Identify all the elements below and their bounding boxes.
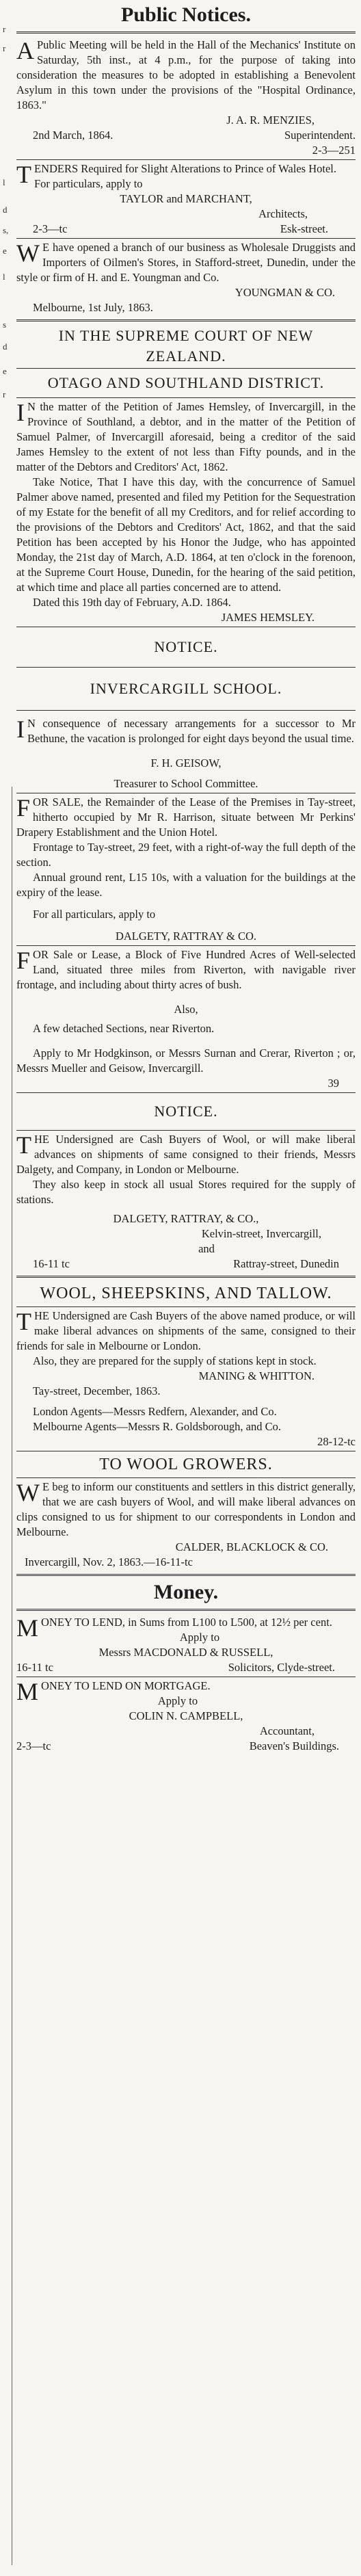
ad-money-mortgage: [16, 1679, 356, 1754]
court-title: IN THE SUPREME COURT OF NEW ZEALAND.: [58, 327, 314, 365]
agents-line: Melbourne Agents—Messrs R. Goldsborough, and Co.: [33, 1420, 281, 1433]
notice-heading: NOTICE.: [154, 1103, 218, 1120]
divider: [16, 1092, 356, 1093]
ad-text: They also keep in stock all usual Stores required for the supply of stations.: [16, 1178, 356, 1206]
ad-text: Annual ground rent, L15 10s, with a valuation for the buildings at the expiry of the lease.: [16, 871, 356, 899]
divider: [16, 1574, 356, 1576]
ad-text: Take Notice, That I have this day, with the concurrence of Samuel Palmer above named, presented and filed my Petition for the Sequestration of my Estate for the benefit of all my Creditors, and for relief according to the provisions of the Debtors and Creditors' Act, 1862, and that the said Petition has been accepted by his Honor the Judge, who has appointed Monday, the 21st day of March, A.D. 1864, at ten o'clock in the forenoon, at the Supreme Court House, Dunedin, for the hearing of the said petition, at which time and place all parties concerned are to attend.: [16, 475, 356, 594]
divider: [16, 1306, 356, 1307]
ad-land-sale: [16, 947, 356, 1091]
ad-text: Apply to Mr Hodgkinson, or Messrs Surnan and Crerar, Riverton ; or, Messrs Mueller and Geisow, Invercargill.: [16, 1047, 356, 1075]
ad-code: 2-3—tc: [33, 222, 68, 235]
ad-code: 2-3—251: [312, 144, 356, 157]
ad-text: ENDERS Required for Slight Alterations to Prince of Wales Hotel.: [34, 162, 336, 175]
notice-heading: NOTICE.: [154, 638, 218, 655]
date: Tay-street, December, 1863.: [33, 1384, 161, 1397]
ad-wool-sheepskins: [16, 1282, 356, 1449]
school-title: INVERCARGILL SCHOOL.: [90, 680, 282, 697]
divider: [16, 238, 356, 239]
divider: [16, 667, 356, 668]
wool-title: WOOL, SHEEPSKINS, AND TALLOW.: [40, 1285, 332, 1302]
ad-supreme-court: [16, 326, 356, 625]
signer: Messrs MACDONALD & RUSSELL,: [98, 1646, 273, 1659]
gutter-letter: s: [3, 319, 7, 330]
ad-text: ONEY TO LEND ON MORTGAGE.: [41, 1679, 211, 1692]
divider: [16, 159, 356, 160]
and-line: and: [198, 1242, 215, 1255]
ad-text: N the matter of the Petition of James Hemsley, of Invercargill, in the Province of Southland, a debtor, and in the matter of the Petition of Samuel Palmer, of Invercargill aforesaid, being a creditor of the said James Hemsley to the extent of not less than Fifty pounds, and in the matter of the Debtors and Creditors' Act, 1862.: [16, 400, 356, 473]
ad-text: Public Meeting will be held in the Hall of the Mechanics' Institute on Saturday, 5th inst., at 4 p.m., for the purpose of taking into consideration the measures to be adopted in establishing a Benevolent Asylum in this town under the provisions of the "Hospital Ordinance, 1863.": [16, 38, 356, 111]
signer: CALDER, BLACKLOCK & CO.: [175, 1540, 328, 1553]
apply-line: For particulars, apply to: [34, 177, 143, 190]
apply-line: Apply to: [179, 1631, 220, 1644]
ad-money-lend: [16, 1615, 356, 1675]
also-line: Also,: [174, 1003, 198, 1016]
divider: [16, 31, 356, 34]
drop-cap: I: [16, 715, 25, 743]
drop-cap: T: [16, 1308, 31, 1335]
divider: [16, 1130, 356, 1131]
ad-wool-buyers: [16, 1132, 356, 1272]
ad-text: N consequence of necessary arrangements for a successor to Mr Bethune, the vacation is prolonged for eight days beyond the usual time.: [27, 717, 356, 745]
gutter-letter: e: [3, 246, 7, 256]
gutter-letter: l: [3, 272, 5, 282]
drop-cap: M: [16, 1678, 39, 1705]
ad-code: 2-3—tc: [16, 1739, 51, 1752]
gutter-letter: s,: [3, 225, 9, 235]
ad-text: OR Sale or Lease, a Block of Five Hundred Acres of Well-selected Land, situated three miles from Riverton, with navigable river frontage, and including about thirty acres of bush.: [16, 948, 356, 991]
ad-text: Also, they are prepared for the supply of stations kept in stock.: [33, 1354, 317, 1367]
divider: [16, 1609, 356, 1611]
role: Accountant,: [259, 1724, 315, 1737]
role: Solicitors, Clyde-street.: [228, 1661, 335, 1674]
date: Melbourne, 1st July, 1863.: [33, 301, 153, 314]
agents-line: London Agents—Messrs Redfern, Alexander, and Co.: [33, 1405, 277, 1418]
district-title: OTAGO AND SOUTHLAND DISTRICT.: [47, 374, 325, 391]
ad-mechanics-meeting: [16, 38, 356, 158]
date: Invercargill, Nov. 2, 1863.—16-11-tc: [25, 1555, 193, 1568]
drop-cap: F: [16, 794, 31, 822]
ad-text: ONEY TO LEND, in Sums from L100 to L500, at 12½ per cent.: [41, 1616, 332, 1629]
gutter-letter: r: [3, 389, 6, 399]
drop-cap: T: [16, 161, 31, 188]
signer: YOUNGMAN & CO.: [235, 286, 335, 299]
ad-text: OR SALE, the Remainder of the Lease of the Premises in Tay-street, hitherto occupied by Mr R. Harrison, situate between Mr Perkins' Drapery Establishment and the Union Hotel.: [16, 796, 356, 839]
gutter-letter: r: [3, 43, 6, 53]
left-gutter: [0, 0, 14, 2576]
drop-cap: W: [16, 1479, 40, 1506]
ad-code: 16-11 tc: [16, 1661, 53, 1674]
signer: DALGETY, RATTRAY & CO.: [115, 930, 257, 943]
ad-text: E beg to inform our constituents and settlers in this district generally, that we are cash buyers of Wool, and will make liberal advances on clips consigned to us for shipment to our correspondents in London and Melbourne.: [16, 1480, 356, 1538]
ad-text: HE Undersigned are Cash Buyers of the above named produce, or will make liberal advances on shipments of the same, consigned to their friends for sale in Melbourne or London.: [16, 1309, 356, 1352]
divider: [16, 1477, 356, 1478]
address: Rattray-street, Dunedin: [233, 1257, 339, 1270]
money-header: Money.: [153, 1581, 219, 1603]
gutter-letter: r: [3, 24, 6, 34]
signer: J. A. R. MENZIES,: [226, 114, 315, 127]
ad-lease-sale: [16, 795, 356, 944]
divider: [16, 945, 356, 946]
gutter-letter: d: [3, 205, 8, 215]
role: Architects,: [258, 207, 308, 220]
growers-title: TO WOOL GROWERS.: [99, 1456, 273, 1473]
gutter-letter: l: [3, 177, 5, 187]
role: Superintendent.: [284, 129, 356, 142]
section-header: Public Notices.: [121, 3, 251, 26]
signer: F. H. GEISOW,: [150, 757, 222, 770]
ad-text: E have opened a branch of our business as Wholesale Druggists and Importers of Oilmen's Stores, in Stafford-street, Dunedin, under the style or firm of H. and E. Youngman and Co.: [16, 241, 356, 284]
drop-cap: W: [16, 239, 40, 267]
ad-code: 28-12-tc: [317, 1435, 356, 1448]
address: Beaven's Buildings.: [249, 1739, 339, 1752]
role: Treasurer to School Committee.: [113, 777, 258, 790]
ad-text: A few detached Sections, near Riverton.: [33, 1022, 215, 1035]
ad-text: HE Undersigned are Cash Buyers of Wool, or will make liberal advances on shipments of same consigned to their friends, Messrs Dalgety, and Company, in London or Melbourne.: [16, 1133, 356, 1176]
drop-cap: A: [16, 37, 34, 64]
drop-cap: T: [16, 1131, 31, 1159]
divider: [16, 319, 356, 321]
newspaper-column: [16, 0, 356, 1754]
divider: [16, 710, 356, 711]
divider: [16, 397, 356, 398]
gutter-letter: e: [3, 366, 7, 376]
address: Kelvin-street, Invercargill,: [201, 1227, 321, 1240]
ad-code: 39: [327, 1077, 339, 1090]
ad-school: [16, 679, 356, 791]
ad-text: Dated this 19th day of February, A.D. 1864.: [33, 596, 231, 609]
apply-line: For all particulars, apply to: [33, 908, 156, 921]
divider: [16, 368, 356, 369]
signer: JAMES HEMSLEY.: [221, 611, 315, 624]
drop-cap: F: [16, 947, 31, 974]
ad-tenders: [16, 161, 356, 237]
drop-cap: M: [16, 1614, 39, 1642]
divider: [16, 1276, 356, 1278]
gutter-letter: d: [3, 341, 8, 352]
signer: TAYLOR and MARCHANT,: [120, 192, 252, 205]
apply-line: Apply to: [157, 1694, 198, 1707]
drop-cap: I: [16, 399, 25, 426]
ad-youngman: [16, 240, 356, 315]
ad-text: Frontage to Tay-street, 29 feet, with a right-of-way the full depth of the section.: [16, 841, 356, 869]
date: 2nd March, 1864.: [33, 129, 113, 142]
signer: DALGETY, RATTRAY, & CO.,: [113, 1212, 259, 1225]
signer: MANING & WHITTON.: [198, 1369, 315, 1382]
signer: COLIN N. CAMPBELL,: [129, 1709, 243, 1722]
ad-wool-growers: [16, 1453, 356, 1570]
ad-code: 16-11 tc: [33, 1257, 70, 1270]
street: Esk-street.: [280, 222, 328, 235]
